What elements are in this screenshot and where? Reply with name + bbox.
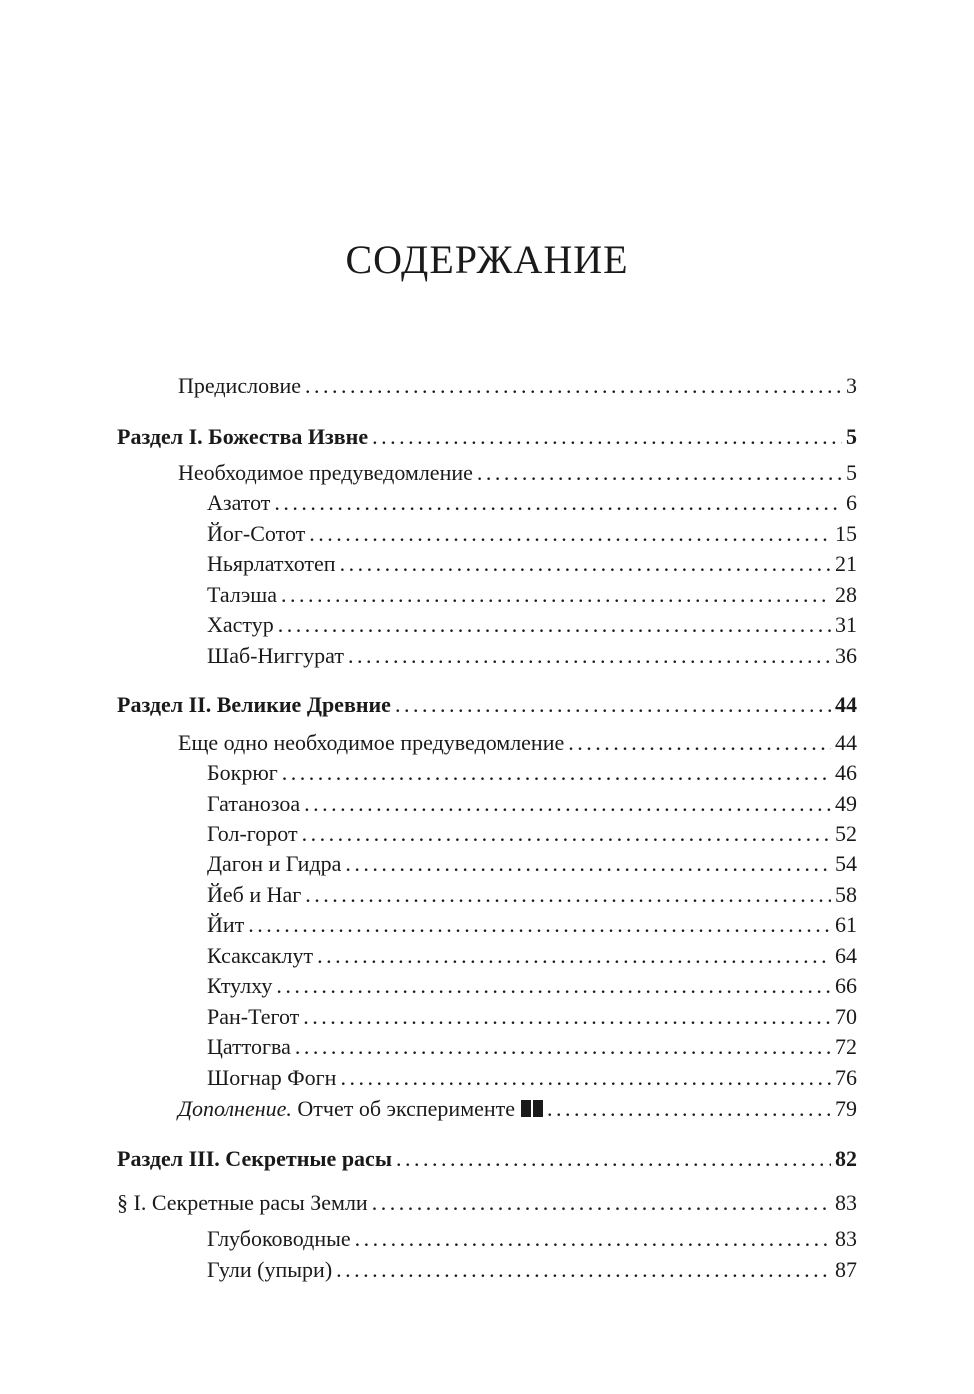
- dot-leader: [568, 728, 831, 758]
- toc-entry-page: 44: [835, 730, 857, 755]
- toc-entry-page: 21: [835, 551, 857, 576]
- toc-entry-addendum: [178, 1094, 857, 1124]
- dot-leader: [395, 690, 831, 720]
- toc-section-1: [117, 422, 857, 452]
- dot-leader: [295, 1032, 831, 1062]
- page-title: СОДЕРЖАНИЕ: [345, 237, 629, 282]
- toc-entry-text: Йог-Сотот: [207, 521, 306, 546]
- toc-entry-text: Дагон и Гидра: [207, 851, 342, 876]
- dot-leader: [305, 371, 842, 401]
- dot-leader: [274, 488, 842, 518]
- toc-entry-text: Ран-Тегот: [207, 1004, 300, 1029]
- toc-entry: [207, 1002, 857, 1032]
- toc-entry-text: Гули (упыри): [207, 1257, 333, 1282]
- toc-entry-text: Раздел II. Великие Древние: [117, 692, 391, 717]
- toc-entry: [207, 1063, 857, 1093]
- toc-entry: [178, 458, 857, 488]
- dot-leader: [372, 422, 842, 452]
- toc-entry-text: Еще одно необходимое предуведомление: [178, 730, 565, 755]
- dot-leader: [303, 1002, 831, 1032]
- toc-entry: [207, 819, 857, 849]
- toc-entry-text: Бокрюг: [207, 760, 278, 785]
- toc-entry-text: Раздел I. Божества Извне: [117, 424, 369, 449]
- dot-leader: [278, 610, 831, 640]
- toc-entry-page: 79: [835, 1096, 857, 1121]
- toc-entry: [207, 488, 857, 518]
- toc-entry: [207, 1255, 857, 1285]
- toc-entry-text: Хастур: [207, 612, 274, 637]
- dot-leader: [547, 1094, 831, 1124]
- redaction-blocks: [521, 1095, 543, 1112]
- dot-leader: [317, 941, 831, 971]
- dot-leader: [340, 1063, 831, 1093]
- dot-leader: [372, 1188, 831, 1218]
- toc-entry-text: Необходимое предуведомление: [178, 460, 473, 485]
- toc-entry-page: 87: [835, 1257, 857, 1282]
- toc-entry-text: Йеб и Наг: [207, 882, 302, 907]
- toc-entry-text: Талэша: [207, 582, 277, 607]
- dot-leader: [355, 1224, 831, 1254]
- dot-leader: [248, 910, 831, 940]
- addendum-title: Отчет об эксперименте: [297, 1096, 516, 1121]
- toc-entry-text: Предисловие: [178, 373, 301, 398]
- toc-entry-text: Цаттогва: [207, 1034, 291, 1059]
- toc-entry-text: Шаб-Ниггурат: [207, 643, 344, 668]
- toc-entry: [207, 1032, 857, 1062]
- toc-entry-page: 83: [835, 1226, 857, 1251]
- toc-entry: [207, 758, 857, 788]
- toc-entry-page: 3: [846, 373, 857, 398]
- toc-entry: [207, 789, 857, 819]
- toc-entry: [207, 580, 857, 610]
- toc-entry-page: 58: [835, 882, 857, 907]
- toc-subsection: [117, 1188, 857, 1218]
- toc-entry-text: Ктулху: [207, 973, 273, 998]
- toc-entry-page: 70: [835, 1004, 857, 1029]
- toc-entry-text: Гатанозоа: [207, 791, 301, 816]
- dot-leader: [348, 641, 831, 671]
- toc-entry-text: Азатот: [207, 490, 271, 515]
- toc-entry: [207, 519, 857, 549]
- toc-entry-page: 76: [835, 1065, 857, 1090]
- toc-entry: [207, 910, 857, 940]
- toc-entry-page: 61: [835, 912, 857, 937]
- toc-entry-page: 36: [835, 643, 857, 668]
- dot-leader: [281, 580, 831, 610]
- toc-section-3: [117, 1144, 857, 1174]
- toc-entry-page: 52: [835, 821, 857, 846]
- toc-entry-page: 6: [846, 490, 857, 515]
- toc-entry-page: 5: [846, 424, 857, 449]
- toc-entry-page: 83: [835, 1190, 857, 1215]
- toc-entry-page: 54: [835, 851, 857, 876]
- dot-leader: [304, 789, 831, 819]
- dot-leader: [309, 519, 831, 549]
- dot-leader: [477, 458, 842, 488]
- toc-entry-preface: [178, 371, 857, 401]
- toc-entry-page: 49: [835, 791, 857, 816]
- toc-section-2: [117, 690, 857, 720]
- toc-entry: [207, 549, 857, 579]
- toc-entry: [207, 971, 857, 1001]
- toc-entry-page: 64: [835, 943, 857, 968]
- toc-entry-page: 28: [835, 582, 857, 607]
- toc-entry: [207, 641, 857, 671]
- toc-entry-page: 15: [835, 521, 857, 546]
- dot-leader: [282, 758, 831, 788]
- dot-leader: [336, 1255, 831, 1285]
- toc-entry: [207, 849, 857, 879]
- toc-entry-text: Шогнар Фогн: [207, 1065, 337, 1090]
- dot-leader: [396, 1144, 831, 1174]
- addendum-prefix: Дополнение.: [178, 1096, 292, 1121]
- toc-entry-page: 66: [835, 973, 857, 998]
- dot-leader: [302, 819, 831, 849]
- dot-leader: [340, 549, 831, 579]
- toc-entry-page: 72: [835, 1034, 857, 1059]
- toc-entry-text: Ксаксаклут: [207, 943, 314, 968]
- toc-entry: [178, 728, 857, 758]
- toc-entry-page: 82: [835, 1146, 857, 1171]
- toc-entry-text: Глубоководные: [207, 1226, 351, 1251]
- toc-entry-text: Гол-горот: [207, 821, 298, 846]
- toc-entry: [207, 1224, 857, 1254]
- toc-entry: [207, 880, 857, 910]
- toc-entry-text: Раздел III. Секретные расы: [117, 1146, 392, 1171]
- toc-entry-text: [178, 1094, 543, 1124]
- toc-entry-page: 44: [835, 692, 857, 717]
- toc-entry: [207, 941, 857, 971]
- dot-leader: [345, 849, 831, 879]
- toc-entry-text: § I. Секретные расы Земли: [117, 1190, 368, 1215]
- toc-entry-page: 31: [835, 612, 857, 637]
- toc-entry-page: 5: [846, 460, 857, 485]
- toc-entry-text: Йит: [207, 912, 245, 937]
- dot-leader: [305, 880, 831, 910]
- toc-entry: [207, 610, 857, 640]
- toc-entry-text: Ньярлатхотеп: [207, 551, 336, 576]
- dot-leader: [276, 971, 831, 1001]
- toc-entry-page: 46: [835, 760, 857, 785]
